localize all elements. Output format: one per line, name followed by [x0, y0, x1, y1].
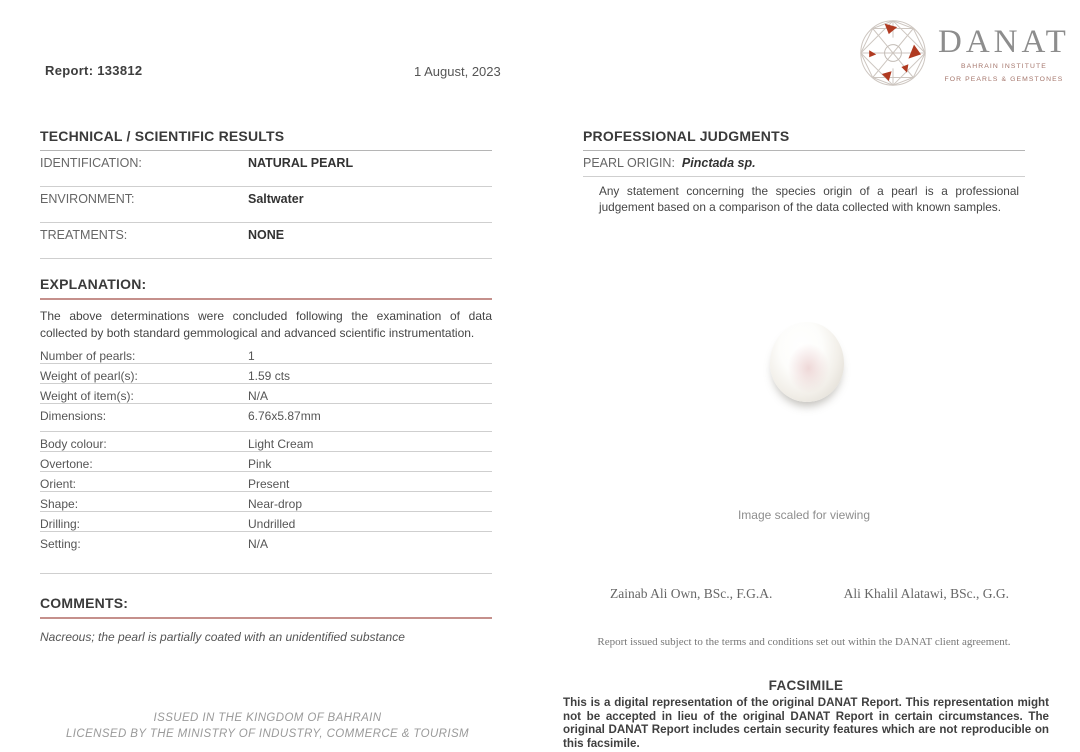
- detail-row: [40, 432, 492, 452]
- detail-row: [40, 472, 492, 492]
- result-row: [40, 187, 492, 223]
- detail-label: Dimensions:: [40, 409, 107, 423]
- detail-label: Orient:: [40, 477, 77, 491]
- facsimile-title: FACSIMILE: [768, 678, 844, 693]
- result-value: Saltwater: [248, 192, 304, 206]
- logo-text: [938, 23, 1070, 85]
- issuer-footer: [40, 711, 495, 742]
- report-date: 1 August, 2023: [414, 64, 501, 79]
- detail-row: [40, 384, 492, 404]
- detail-row: [40, 532, 492, 574]
- explanation-title: EXPLANATION:: [40, 276, 492, 300]
- detail-value: Light Cream: [248, 437, 314, 451]
- result-row: [40, 151, 492, 187]
- detail-label: Number of pearls:: [40, 349, 136, 363]
- image-caption: Image scaled for viewing: [737, 508, 871, 522]
- result-value: NONE: [248, 228, 285, 242]
- logo-subtitle-2: FOR PEARLS & GEMSTONES: [944, 76, 1064, 83]
- detail-label: Weight of pearl(s):: [40, 369, 138, 383]
- explanation-text: The above determinations were concluded following the examination of data collected by both standard gemmological and advanced scientific instrumentation.: [40, 309, 492, 340]
- pearl-origin-row: [583, 151, 1025, 177]
- signatory-left: Zainab Ali Own, BSc., F.G.A.: [610, 586, 773, 601]
- pearl-origin-label: PEARL ORIGIN:: [583, 156, 675, 170]
- detail-value: Undrilled: [248, 517, 296, 531]
- comments-title: COMMENTS:: [40, 595, 492, 619]
- issuer-line-2: LICENSED BY THE MINISTRY OF INDUSTRY, COMMERCE & TOURISM: [65, 727, 470, 740]
- comments-section: [40, 595, 492, 644]
- report-number: Report: 133812: [45, 63, 143, 78]
- technical-results-title: TECHNICAL / SCIENTIFIC RESULTS: [40, 128, 492, 151]
- detail-value: N/A: [248, 537, 269, 551]
- logo-subtitle-1: BAHRAIN INSTITUTE: [960, 62, 1047, 70]
- result-row: [40, 223, 492, 259]
- detail-label: Overtone:: [40, 457, 93, 471]
- detail-value: 6.76x5.87mm: [248, 409, 321, 423]
- detail-label: Setting:: [40, 537, 81, 551]
- pearl-details-table: [40, 344, 492, 574]
- technical-results-section: [40, 128, 492, 259]
- detail-label: Drilling:: [40, 517, 81, 531]
- detail-value: Present: [248, 477, 290, 491]
- logo-wordmark: DANAT: [938, 23, 1070, 60]
- detail-label: Weight of item(s):: [40, 389, 134, 403]
- pearl-photo: [770, 322, 844, 402]
- detail-row: [40, 364, 492, 384]
- gem-sketch-icon: [858, 18, 928, 93]
- result-label: ENVIRONMENT:: [40, 192, 135, 206]
- judgments-title: PROFESSIONAL JUDGMENTS: [583, 128, 1025, 151]
- issuer-line-1: ISSUED IN THE KINGDOM OF BAHRAIN: [153, 712, 382, 724]
- professional-judgments-section: [583, 128, 1025, 216]
- judgments-note: Any statement concerning the species origin of a pearl is a professional judgement based on a comparison of the data collected with known samples.: [599, 184, 1019, 214]
- detail-label: Body colour:: [40, 437, 107, 451]
- explanation-section: [40, 276, 492, 341]
- pearl-origin-value: Pinctada sp.: [681, 156, 756, 170]
- detail-value: 1.59 cts: [248, 369, 291, 383]
- detail-row: [40, 452, 492, 472]
- detail-value: Near-drop: [248, 497, 303, 511]
- pearl-image: [770, 322, 844, 402]
- facsimile-text: This is a digital representation of the original DANAT Report. This representation might not be accepted in lieu of the original DANAT Report in certain circumstances. The original DANAT Report includes certain security features which are not reproducible on this facsimile.: [563, 696, 1049, 751]
- detail-value: Pink: [248, 457, 272, 471]
- facsimile-section: [563, 678, 1049, 751]
- detail-row: [40, 512, 492, 532]
- danat-logo: [858, 18, 1070, 93]
- detail-value: N/A: [248, 389, 269, 403]
- terms-note: Report issued subject to the terms and conditions set out within the DANAT client agreement.: [597, 636, 1011, 648]
- detail-value: 1: [248, 349, 255, 363]
- result-value: NATURAL PEARL: [248, 156, 354, 170]
- detail-row: [40, 404, 492, 432]
- signatory-right: Ali Khalil Alatawi, BSc., G.G.: [843, 586, 1009, 601]
- detail-row: [40, 344, 492, 364]
- detail-label: Shape:: [40, 497, 79, 511]
- comments-text: Nacreous; the pearl is partially coated with an unidentified substance: [40, 630, 405, 644]
- result-label: TREATMENTS:: [40, 228, 128, 242]
- result-label: IDENTIFICATION:: [40, 156, 142, 170]
- detail-row: [40, 492, 492, 512]
- signatures-row: [583, 586, 1025, 602]
